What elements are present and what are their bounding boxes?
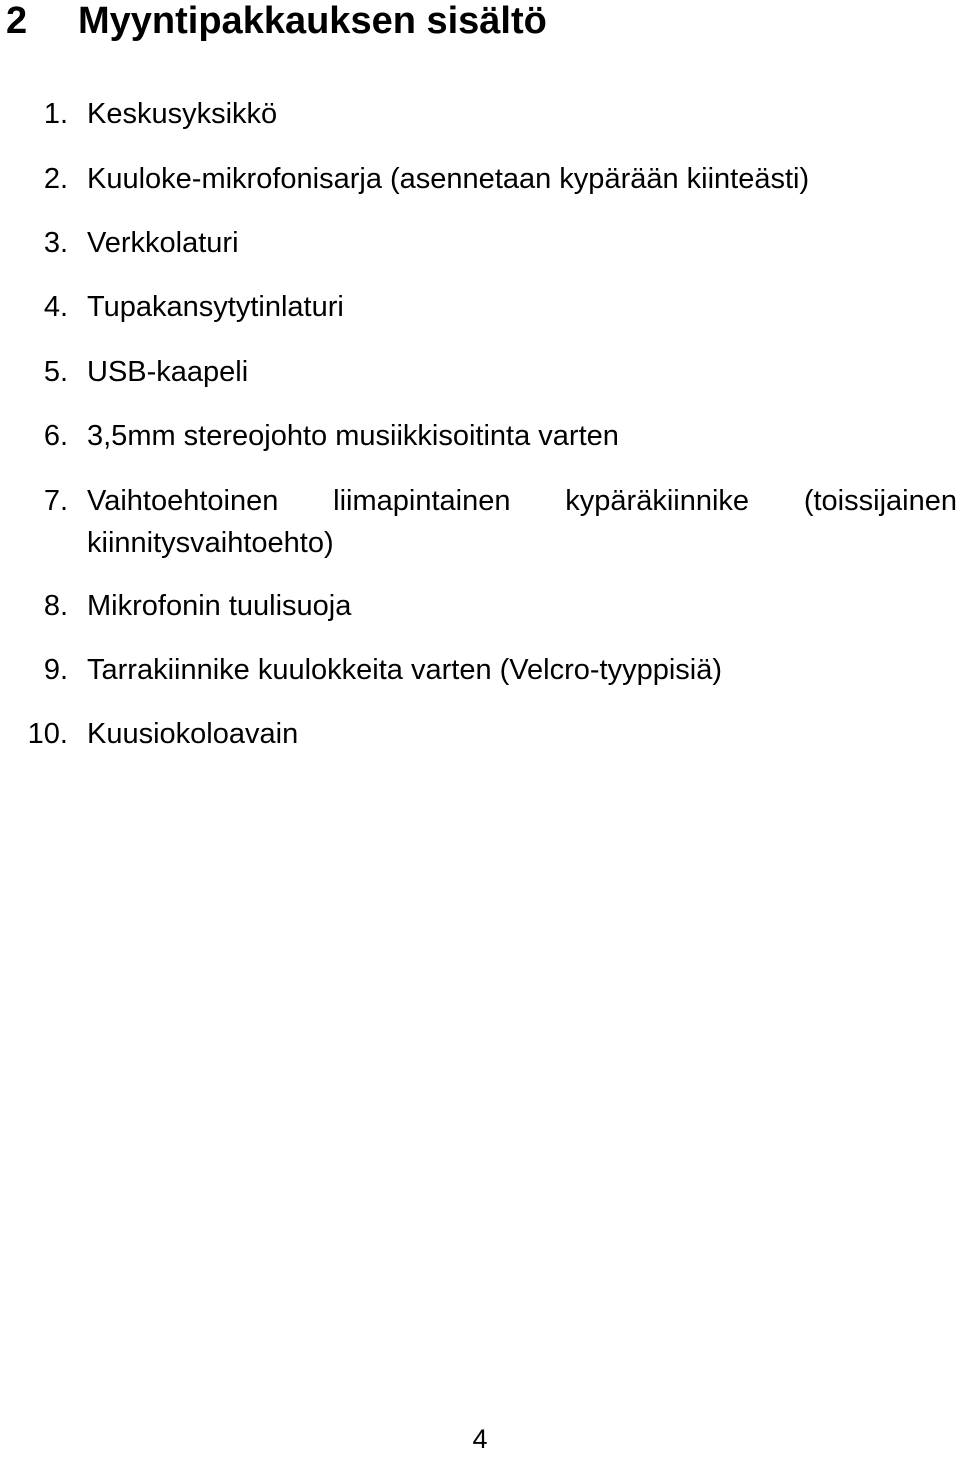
list-item-text: Tarrakiinnike kuulokkeita varten (Velcro-tyyppisiä): [87, 654, 723, 686]
list-item-text: [87, 480, 959, 564]
list-item-word: Vaihtoehtoinen: [87, 485, 279, 517]
list-item-number: 1.: [43, 98, 68, 130]
list-item-text: USB-kaapeli: [87, 356, 249, 388]
list-item-number: 9.: [43, 654, 68, 686]
list-item-text: Kuusiokoloavain: [87, 718, 299, 750]
list-item-text: 3,5mm stereojohto musiikkisoitinta varten: [87, 420, 619, 452]
list-item-number: 8.: [43, 590, 68, 622]
list-item-text: Mikrofonin tuulisuoja: [87, 590, 352, 622]
list-item-number: 10.: [27, 718, 68, 750]
list-item-number: 3.: [43, 227, 68, 259]
list-item-number: 2.: [43, 163, 68, 195]
section-number: 2: [6, 0, 28, 42]
section-heading: [6, 0, 547, 42]
list-item-number: 7.: [43, 485, 68, 517]
list-item-text-line: kiinnitysvaihtoehto): [87, 527, 334, 559]
page-number: 4: [472, 1424, 488, 1454]
list-item-text: Tupakansytytinlaturi: [87, 291, 344, 323]
list-item-word: liimapintainen: [333, 485, 511, 517]
section-title: Myyntipakkauksen sisältö: [78, 0, 547, 42]
list-item-number: 4.: [43, 291, 68, 323]
list-item-text: Kuuloke-mikrofonisarja (asennetaan kypärään kiinteästi): [87, 163, 810, 195]
list-item-word: kypäräkiinnike: [565, 485, 750, 517]
list-item-word: (toissijainen: [803, 485, 957, 517]
list-item-text: Verkkolaturi: [87, 227, 239, 259]
list-item-text-line: [87, 480, 957, 522]
list-item-number: 6.: [43, 420, 68, 452]
list-item-text: Keskusyksikkö: [87, 98, 278, 130]
list-item-number: 5.: [43, 356, 68, 388]
